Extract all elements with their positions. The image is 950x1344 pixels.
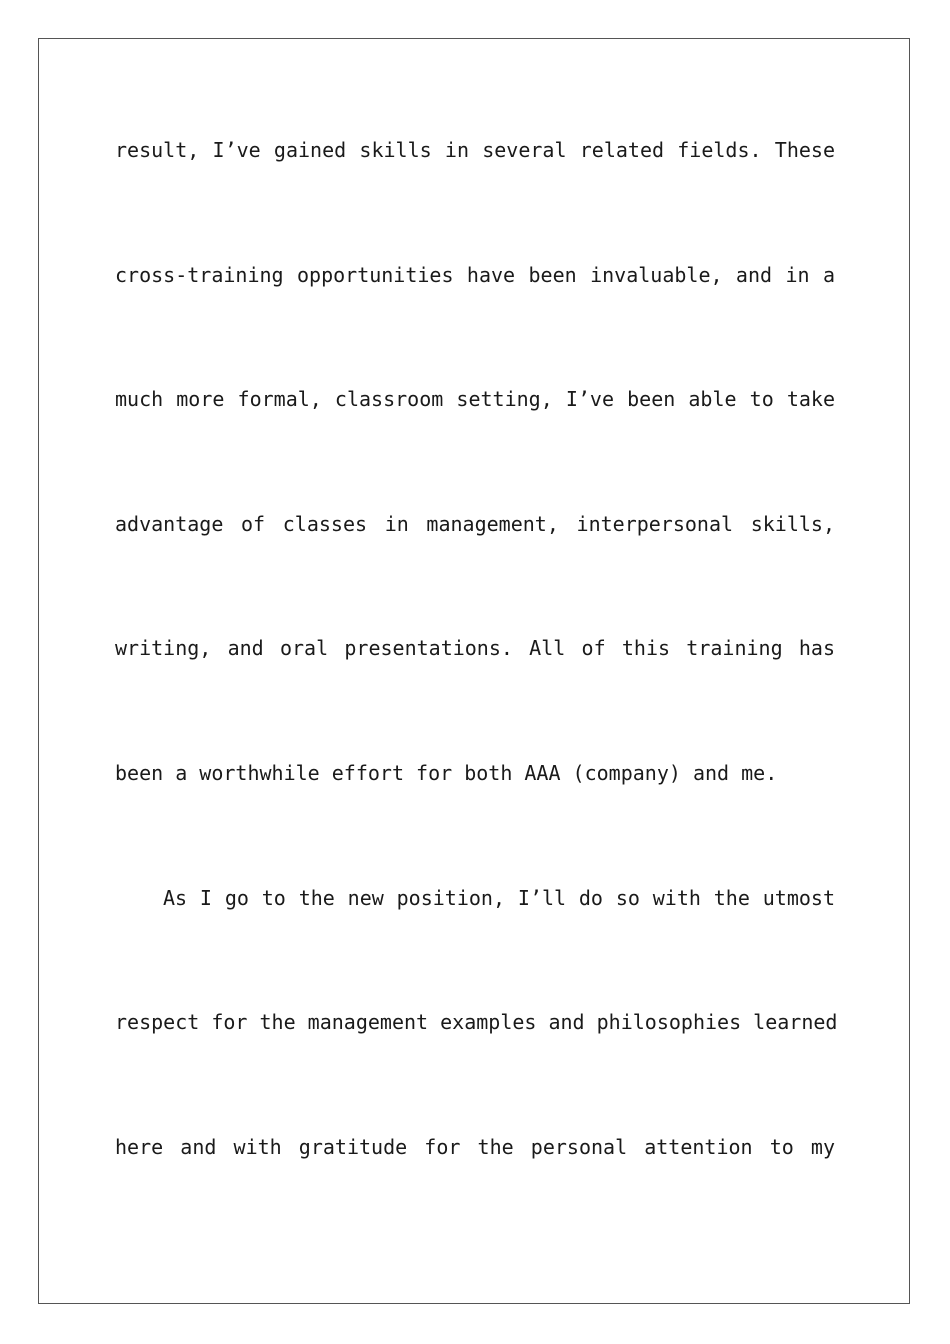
paragraph-line: cross-training opportunities have been invaluable, and in a <box>115 262 835 287</box>
paragraph-line: writing, and oral presentations. All of this training has <box>115 636 835 661</box>
paragraph-line: been a worthwhile effort for both AAA (company) and me. <box>115 760 778 785</box>
paragraph-line: advantage of classes in management, interpersonal skills, <box>115 511 835 536</box>
paragraph-line: result, I’ve gained skills in several related fields. These <box>115 138 835 162</box>
paragraph-line: respect for the management examples and philosophies learned <box>115 1010 838 1035</box>
document-body <box>115 130 838 1251</box>
paragraph-line: As I go to the new position, I’ll do so with the utmost <box>163 885 835 910</box>
paragraph-line: much more formal, classroom setting, I’ve been able to take <box>115 387 835 412</box>
paragraph-line: here and with gratitude for the personal attention to my <box>115 1134 835 1159</box>
